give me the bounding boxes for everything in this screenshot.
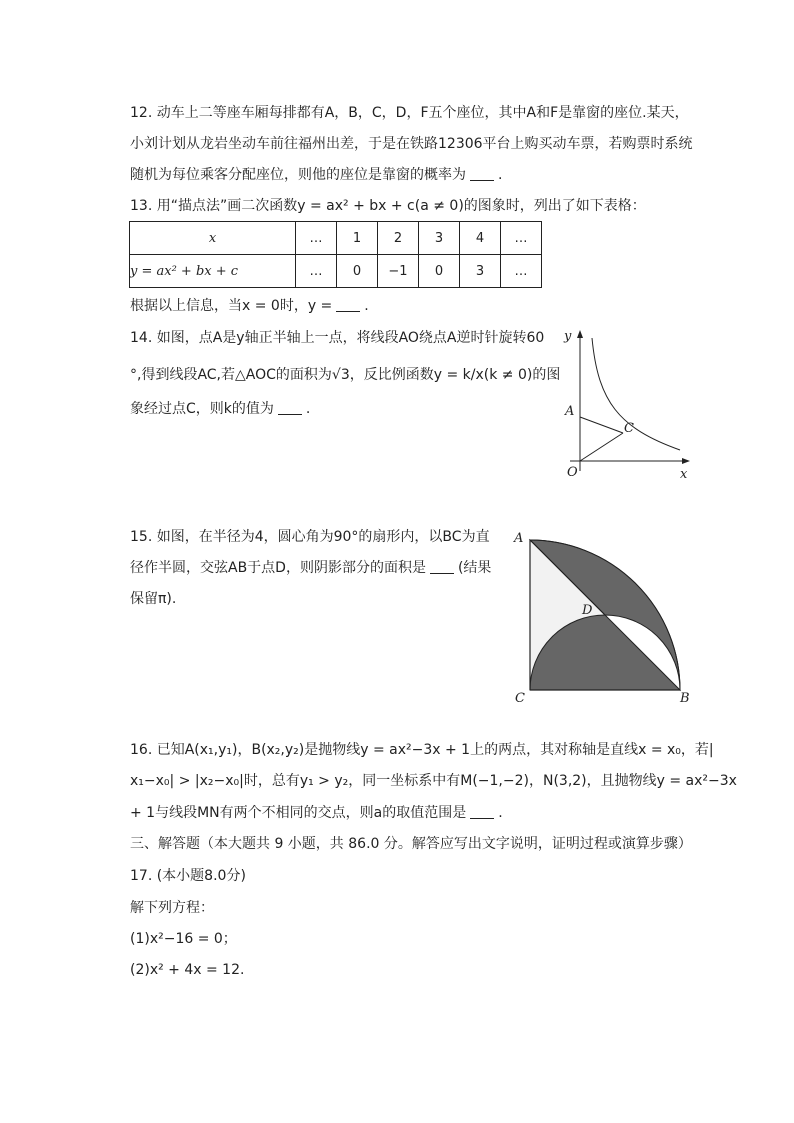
table-cell: −1 xyxy=(378,255,419,288)
label-x: x xyxy=(680,467,688,482)
q14-line1: 14. 如图，点A是y轴正半轴上一点，将线段AO绕点A逆时针旋转60 xyxy=(130,330,545,346)
table-row xyxy=(130,255,542,288)
table-cell: … xyxy=(501,255,542,288)
q17-eq2: (2)x² + 4x = 12. xyxy=(130,962,245,978)
section-3-heading: 三、解答题（本大题共 9 小题，共 86.0 分。解答应写出文字说明，证明过程或演算步骤） xyxy=(130,836,692,852)
segment-ac xyxy=(580,417,623,433)
segment-oc xyxy=(580,433,623,461)
q14-line2: °,得到线段AC,若△AOC的面积为√3，反比例函数y = k/x(k ≠ 0)的图 xyxy=(130,367,561,383)
q13-after-text: 根据以上信息，当x = 0时，y = xyxy=(130,298,333,314)
table-cell: 3 xyxy=(460,255,501,288)
x-arrow-icon xyxy=(682,458,690,464)
answer-blank xyxy=(470,804,494,819)
q15-figure xyxy=(508,526,698,708)
q15-line3: 保留π). xyxy=(130,591,177,607)
label-c: C xyxy=(624,421,634,436)
q14-figure xyxy=(548,326,694,486)
table-cell: 4 xyxy=(460,222,501,255)
value-table xyxy=(129,221,542,288)
table-cell: 0 xyxy=(337,255,378,288)
q16-line2: x₁−x₀| > |x₂−x₀|时，总有y₁ > y₂，同一坐标系中有M(−1,−2)，N(3,2)，且抛物线y = ax²−3x xyxy=(130,773,737,789)
q17-eq1: (1)x²−16 = 0； xyxy=(130,931,237,947)
q14-line3-text: 象经过点C，则k的值为 xyxy=(130,401,274,417)
q17-title: 17. (本小题8.0分) xyxy=(130,868,246,884)
q12-line1: 12. 动车上二等座车厢每排都有A，B，C，D，F五个座位，其中A和F是靠窗的座位.某天， xyxy=(130,105,689,121)
answer-blank xyxy=(430,559,454,574)
answer-blank xyxy=(278,400,302,415)
q15-line1: 15. 如图，在半径为4，圆心角为90°的扇形内，以BC为直 xyxy=(130,529,490,545)
answer-blank xyxy=(470,166,494,181)
table-cell: … xyxy=(296,222,337,255)
q16-line3: + 1与线段MN有两个不相同的交点，则a的取值范围是 . xyxy=(130,805,503,821)
q16-line3-text: + 1与线段MN有两个不相同的交点，则a的取值范围是 xyxy=(130,805,467,821)
table-cell: … xyxy=(296,255,337,288)
label-d: D xyxy=(582,603,593,618)
hyperbola-curve xyxy=(592,338,680,450)
label-y: y xyxy=(564,329,572,344)
label-c: C xyxy=(515,691,525,706)
q12-line2: 小刘计划从龙岩坐动车前往福州出差，于是在铁路12306平台上购买动车票，若购票时系统 xyxy=(130,136,693,152)
table-cell: … xyxy=(501,222,542,255)
q15-line2 xyxy=(130,558,491,578)
q12-line3: 随机为每位乘客分配座位，则他的座位是靠窗的概率为 . xyxy=(130,167,503,183)
label-a: A xyxy=(514,531,524,546)
q15-line2-tail: (结果 xyxy=(457,560,492,576)
q13-after: 根据以上信息，当x = 0时，y = . xyxy=(130,298,369,314)
answer-blank xyxy=(336,297,360,312)
q15-line2-text: 径作半圆，交弦AB于点D，则阴影部分的面积是 xyxy=(130,560,426,576)
table-cell: 1 xyxy=(337,222,378,255)
q13-line1: 13. 用“描点法”画二次函数y = ax² + bx + c(a ≠ 0)的图象时，列出了如下表格： xyxy=(130,198,646,214)
table-cell: 2 xyxy=(378,222,419,255)
label-o: O xyxy=(567,465,578,480)
table-cell: 3 xyxy=(419,222,460,255)
y-arrow-icon xyxy=(577,330,583,338)
table-cell: y = ax² + bx + c xyxy=(130,255,296,288)
table-cell: 0 xyxy=(419,255,460,288)
q17-prompt: 解下列方程： xyxy=(130,900,214,916)
table-row xyxy=(130,222,542,255)
q12-line3-text: 随机为每位乘客分配座位，则他的座位是靠窗的概率为 xyxy=(130,167,466,183)
label-b: B xyxy=(680,691,690,706)
q16-line1: 16. 已知A(x₁,y₁)，B(x₂,y₂)是抛物线y = ax²−3x + 1上的两点，其对称轴是直线x = x₀，若| xyxy=(130,742,714,758)
q14-line3: 象经过点C，则k的值为 . xyxy=(130,401,311,417)
table-cell: x xyxy=(130,222,296,255)
label-a: A xyxy=(565,404,575,419)
